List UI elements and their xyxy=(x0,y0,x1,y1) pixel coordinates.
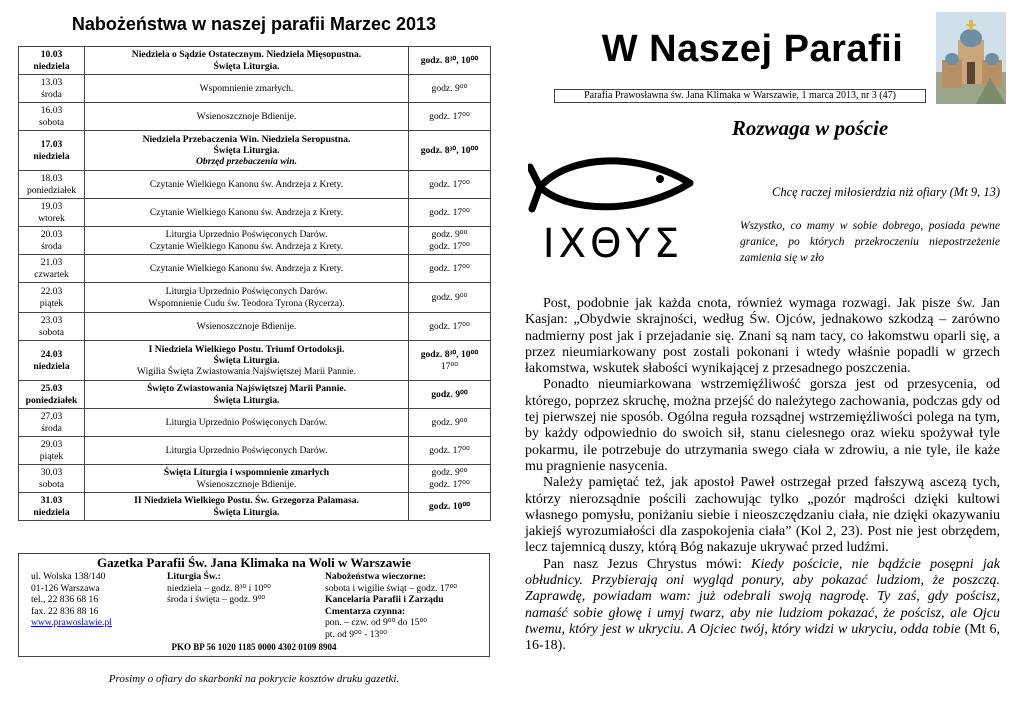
schedule-date: 25.03 xyxy=(40,383,63,395)
article-paragraph xyxy=(525,557,1000,655)
schedule-row xyxy=(19,131,491,171)
schedule-date: 17.03 xyxy=(40,139,63,151)
schedule-service-cell xyxy=(85,409,409,437)
schedule-time-cell xyxy=(409,313,491,341)
schedule-service-cell xyxy=(85,341,409,381)
service-time: godz. 8³⁰, 10⁰⁰ xyxy=(420,349,479,361)
office-hours: pon. – czw. od 9⁰⁰ do 15⁰⁰ xyxy=(325,617,428,629)
service-line: Liturgia Uprzednio Poświęconych Darów. xyxy=(165,229,328,241)
schedule-day: środa xyxy=(41,88,62,100)
address-line: ul. Wolska 138/140 xyxy=(31,571,106,582)
service-time: godz. 9⁰⁰ xyxy=(431,467,468,479)
schedule-service-cell xyxy=(85,171,409,199)
schedule-date: 18.03 xyxy=(40,173,63,185)
schedule-time-cell xyxy=(409,75,491,103)
schedule-time-cell xyxy=(409,227,491,255)
service-line: Wsienoszcznoje Bdienije. xyxy=(196,110,297,122)
evening-time: sobota i wigilie świąt – godz. 17⁰⁰ xyxy=(325,582,458,594)
gospel-reference: (Mt 6, 16-18). xyxy=(525,621,1001,654)
schedule-date: 24.03 xyxy=(40,349,63,361)
article-paragraph: Należy pamiętać też, jak apostoł Paweł ostrzegał przed fałszywą ascezą tych, którzy nierozsądnie pościli zachowując tylko „pozór mądrości dzięki kultowi własnego pomysłu, poniżaniu siebie i nieoszczędzaniu ciała, nie dzięki okazywaniu jakiejś wyrozumiałości dla zaspokojenia ciała” (Kol 2, 23). Post nie jest obrzędem, lecz tajemnicą duszy, którą Bóg nakazuje ukrywać przed ludźmi. xyxy=(525,475,1000,556)
schedule-day: środa xyxy=(41,422,62,434)
gospel-quote: Kiedy pościcie, nie bądźcie posępni jak obłudnicy. Przybierają oni wygląd ponury, aby pokazać ludziom, że poszczą. Zaprawdę, powiadam wam: już odebrali swoją nagrodę. Ty zaś, gdy pościsz, namaść sobie głowę i umyj twarz, aby nie ludziom pokazać, że pościsz, ale Ojcu twemu, który jest w ukryciu. A Ojciec twój, który widzi w ukryciu, odda tobie xyxy=(525,556,1000,637)
gazette-title: Gazetka Parafii Św. Jana Klimaka na Woli w Warszawie xyxy=(96,555,412,570)
schedule-date: 29.03 xyxy=(40,439,63,451)
service-line: Wigilia Święta Zwiastowania Najświętszej Marii Pannie. xyxy=(136,366,357,378)
schedule-day: wtorek xyxy=(38,212,65,224)
service-line: I Niedziela Wielkiego Postu. Triumf Ortodoksji. xyxy=(148,343,345,355)
schedule-date: 19.03 xyxy=(40,201,63,213)
service-line: Wsienoszcznoje Bdienije. xyxy=(196,478,297,490)
schedule-day: sobota xyxy=(38,478,65,490)
service-time: godz. 9⁰⁰ xyxy=(431,291,468,303)
service-time: godz. 17⁰⁰ xyxy=(429,178,470,190)
service-time: godz. 17⁰⁰ xyxy=(429,320,470,332)
schedule-time-cell xyxy=(409,437,491,465)
service-time: godz. 9⁰⁰ xyxy=(431,229,468,241)
address-line: tel., 22 836 68 16 xyxy=(31,594,99,606)
schedule-service-cell xyxy=(85,493,409,521)
schedule-date: 20.03 xyxy=(40,229,63,241)
service-line: Liturgia Uprzednio Poświęconych Darów. xyxy=(165,444,328,456)
schedule-day: środa xyxy=(41,240,62,252)
schedule-date-cell xyxy=(19,313,85,341)
schedule-date: 13.03 xyxy=(40,77,63,89)
schedule-day: sobota xyxy=(38,116,65,128)
schedule-date-cell xyxy=(19,103,85,131)
schedule-day: niedziela xyxy=(33,150,70,162)
address-line: fax. 22 836 88 16 xyxy=(31,605,99,617)
article-paragraph: Post, podobnie jak każda cnota, również wymaga rozwagi. Jak pisze św. Jan Kasjan: „Obydwie skrajności, według Św. Ojców, jednakowo szkodzą – zarówno nadmierny post jak i przejadanie się. Znani są nam tacy, co łakomstwu oparli się, a przez nieumiarkowany post zostali pokonani i wtedy właśnie popadli w grzech łakomstwa, wskutek słabości wynikającej z przesadnego poszczenia. xyxy=(525,296,1000,377)
gazette-hours xyxy=(325,571,457,641)
schedule-date: 22.03 xyxy=(40,286,63,298)
schedule-date-cell xyxy=(19,465,85,493)
ichthys-fish-image xyxy=(528,145,698,263)
service-time: godz. 8³⁰, 10⁰⁰ xyxy=(420,54,479,66)
schedule-time-cell xyxy=(409,341,491,381)
schedule-time-cell xyxy=(409,47,491,75)
schedule-date-cell xyxy=(19,171,85,199)
service-line: Niedziela o Sądzie Ostatecznym. Niedziela Mięsopustna. xyxy=(131,49,362,61)
schedule-row xyxy=(19,103,491,131)
schedule-table xyxy=(18,46,491,521)
schedule-service-cell xyxy=(85,465,409,493)
schedule-date-cell xyxy=(19,341,85,381)
schedule-row xyxy=(19,283,491,313)
donation-note: Prosimy o ofiary do skarbonki na pokrycie kosztów druku gazetki. xyxy=(108,673,400,685)
schedule-time-cell xyxy=(409,131,491,171)
schedule-row xyxy=(19,47,491,75)
office-label: Kancelaria Parafii i Zarządu xyxy=(325,594,444,606)
schedule-day: poniedziałek xyxy=(25,394,78,406)
schedule-time-cell xyxy=(409,283,491,313)
service-line: Wspomnienie zmarłych. xyxy=(199,82,294,94)
schedule-date-cell xyxy=(19,131,85,171)
gazette-address xyxy=(31,571,112,629)
service-time: godz. 17⁰⁰ xyxy=(429,478,470,490)
schedule-date: 21.03 xyxy=(40,257,63,269)
schedule-time-cell xyxy=(409,199,491,227)
schedule-body xyxy=(19,47,491,521)
schedule-date: 30.03 xyxy=(40,467,63,479)
schedule-row xyxy=(19,493,491,521)
schedule-day: sobota xyxy=(38,326,65,338)
article-paragraph: Ponadto nieumiarkowana wstrzemięźliwość gorsza jest od przesycenia, od którego, poprzez skruchę, można przejść do należytego zachowania, podczas gdy od tej pierwszej nie sposób. Ogólna reguła rozsądnej wstrzemięźliwości polega na tym, by każdy odpowiednio do swoich sił, stanu cielesnego oraz wieku spożywał tyle pokarmu, ile potrzebuje do utrzymania swego ciała w zdrowiu, a nie tyle, ile każe mu pragnienie nasycenia. xyxy=(525,377,1000,474)
paragraph-intro: Pan nasz Jezus Chrystus mówi: xyxy=(543,556,752,572)
service-time: godz. 10⁰⁰ xyxy=(428,500,471,512)
service-line: Święta Liturgia. xyxy=(213,506,280,518)
service-time: godz. 17⁰⁰ xyxy=(429,444,470,456)
schedule-row xyxy=(19,409,491,437)
schedule-date-cell xyxy=(19,227,85,255)
service-line: II Niedziela Wielkiego Postu. Św. Grzegorza Palamasa. xyxy=(134,495,359,507)
fish-caption: ΙΧΘΥΣ xyxy=(542,221,684,263)
office-hours: pt. od 9⁰⁰ - 13⁰⁰ xyxy=(325,628,388,640)
service-time: godz. 8³⁰, 10⁰⁰ xyxy=(420,144,479,156)
service-time: godz. 17⁰⁰ xyxy=(429,262,470,274)
gazette-liturgy xyxy=(167,571,271,606)
liturgy-weekday: środa i święta – godz. 9⁰⁰ xyxy=(167,594,266,606)
schedule-day: niedziela xyxy=(33,360,70,372)
schedule-time-cell xyxy=(409,171,491,199)
schedule-day: niedziela xyxy=(33,506,70,518)
schedule-date-cell xyxy=(19,409,85,437)
schedule-time-cell xyxy=(409,103,491,131)
service-time: godz. 9⁰⁰ xyxy=(431,82,468,94)
service-time: godz. 9⁰⁰ xyxy=(431,388,468,400)
schedule-day: niedziela xyxy=(33,60,70,72)
bank-account: PKO BP 56 1020 1185 0000 4302 0109 8904 xyxy=(171,642,337,653)
schedule-date-cell xyxy=(19,283,85,313)
service-line: Czytanie Wielkiego Kanonu św. Andrzeja z Krety. xyxy=(149,206,344,218)
service-line: Święta Liturgia. xyxy=(213,394,280,406)
service-line: Czytanie Wielkiego Kanonu św. Andrzeja z Krety. xyxy=(149,178,344,190)
schedule-service-cell xyxy=(85,199,409,227)
service-time: godz. 17⁰⁰ xyxy=(429,206,470,218)
schedule-service-cell xyxy=(85,227,409,255)
liturgy-sunday: niedziela – godz. 8³⁰ i 10⁰⁰ xyxy=(167,582,271,594)
service-time: godz. 17⁰⁰ xyxy=(429,110,470,122)
schedule-time-cell xyxy=(409,409,491,437)
schedule-service-cell xyxy=(85,75,409,103)
evening-label: Nabożeństwa wieczorne: xyxy=(325,571,426,582)
service-time: godz. 9⁰⁰ xyxy=(431,416,468,428)
schedule-service-cell xyxy=(85,313,409,341)
schedule-service-cell xyxy=(85,437,409,465)
schedule-row xyxy=(19,313,491,341)
service-note: Obrzęd przebaczenia win. xyxy=(195,156,297,168)
article-title: Rozwaga w poście xyxy=(731,116,889,140)
schedule-row xyxy=(19,227,491,255)
schedule-date: 23.03 xyxy=(40,315,63,327)
service-time: godz. 17⁰⁰ xyxy=(429,240,470,252)
schedule-service-cell xyxy=(85,47,409,75)
schedule-date-cell xyxy=(19,75,85,103)
schedule-date: 16.03 xyxy=(40,105,63,117)
schedule-service-cell xyxy=(85,131,409,171)
service-line: Niedziela Przebaczenia Win. Niedziela Seropustna. xyxy=(142,133,351,145)
schedule-row xyxy=(19,75,491,103)
schedule-service-cell xyxy=(85,255,409,283)
gazette-box xyxy=(18,553,490,657)
article-quote: Wszystko, co mamy w sobie dobrego, posiada pewne granice, po których przekroczeniu niepostrzeżenie zamienia się w zło xyxy=(740,220,1000,264)
schedule-time-cell xyxy=(409,255,491,283)
schedule-heading: Nabożeństwa w naszej parafii Marzec 2013 xyxy=(71,14,437,34)
schedule-service-cell xyxy=(85,103,409,131)
schedule-row xyxy=(19,255,491,283)
schedule-row xyxy=(19,171,491,199)
schedule-day: czwartek xyxy=(34,268,69,280)
service-line: Wspomnienie Cudu św. Teodora Tyrona (Rycerza). xyxy=(148,297,345,309)
service-line: Święta Liturgia i wspomnienie zmarłych xyxy=(163,467,330,479)
schedule-date-cell xyxy=(19,255,85,283)
service-line: Liturgia Uprzednio Poświęconych Darów. xyxy=(165,416,328,428)
service-line: Wsienoszcznoje Bdienije. xyxy=(196,320,297,332)
schedule-time-cell xyxy=(409,465,491,493)
article-body xyxy=(525,296,1000,655)
schedule-day: piątek xyxy=(39,297,64,309)
schedule-row xyxy=(19,437,491,465)
schedule-row xyxy=(19,199,491,227)
schedule-row xyxy=(19,341,491,381)
schedule-day: piątek xyxy=(39,450,64,462)
service-line: Liturgia Uprzednio Poświęconych Darów. xyxy=(165,286,328,298)
schedule-date-cell xyxy=(19,493,85,521)
schedule-date: 27.03 xyxy=(40,411,63,423)
church-image xyxy=(936,12,1006,104)
schedule-date-cell xyxy=(19,199,85,227)
masthead-title: W Naszej Parafii xyxy=(601,28,904,70)
schedule-date: 10.03 xyxy=(40,49,63,61)
service-line: Czytanie Wielkiego Kanonu św. Andrzeja z Krety. xyxy=(149,262,344,274)
schedule-date-cell xyxy=(19,381,85,409)
schedule-date: 31.03 xyxy=(40,495,63,507)
service-line: Święta Liturgia. xyxy=(213,144,280,156)
service-line: Święta Liturgia. xyxy=(213,60,280,72)
schedule-row xyxy=(19,465,491,493)
schedule-date-cell xyxy=(19,437,85,465)
service-time: 17⁰⁰ xyxy=(440,360,459,372)
liturgy-label: Liturgia Św.: xyxy=(167,571,221,582)
schedule-service-cell xyxy=(85,283,409,313)
schedule-time-cell xyxy=(409,493,491,521)
service-line: Czytanie Wielkiego Kanonu św. Andrzeja z Krety. xyxy=(149,240,344,252)
service-line: Święta Liturgia. xyxy=(213,354,280,366)
schedule-time-cell xyxy=(409,381,491,409)
cemetery-label: Cmentarza czynna: xyxy=(325,605,406,617)
address-line: 01-126 Warszawa xyxy=(31,582,100,594)
masthead-subtitle: Parafia Prawosławna św. Jana Klimaka w Warszawie, 1 marca 2013, nr 3 (47) xyxy=(554,89,926,103)
schedule-row xyxy=(19,381,491,409)
service-line: Święto Zwiastowania Najświętszej Marii Pannie. xyxy=(146,383,347,395)
article-epigraph: Chcę raczej miłosierdzia niż ofiary (Mt 9, 13) xyxy=(772,185,1000,199)
schedule-day: poniedziałek xyxy=(26,184,76,196)
schedule-date-cell xyxy=(19,47,85,75)
website-link[interactable]: www.prawoslawie.pl xyxy=(31,617,112,629)
schedule-service-cell xyxy=(85,381,409,409)
